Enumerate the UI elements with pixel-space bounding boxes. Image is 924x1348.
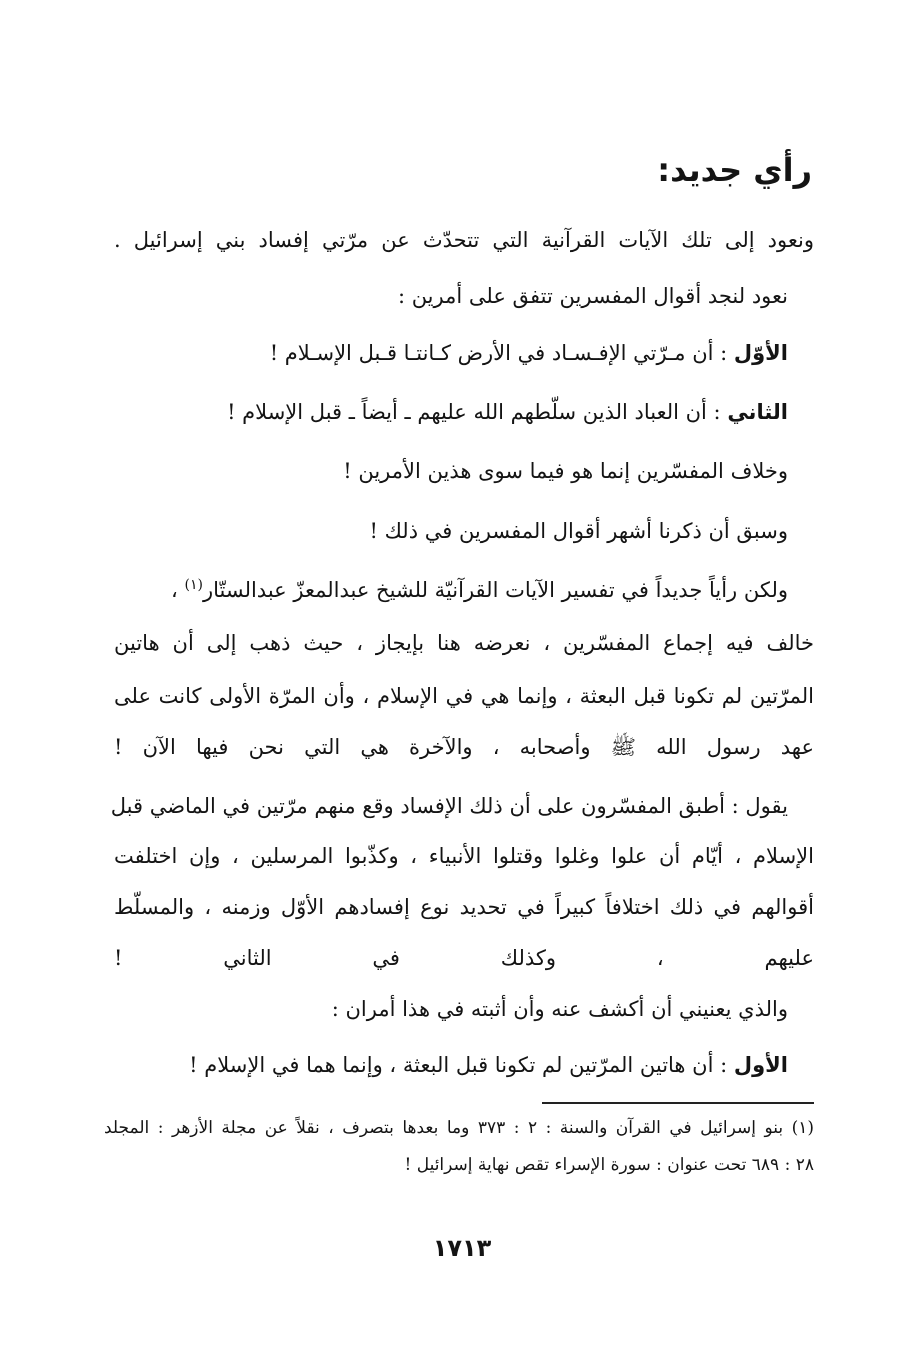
- paragraph-line-11: يقول : أطبق المفسّرون على أن ذلك الإفساد وقع منهم مرّتين في الماضي قبل: [110, 794, 788, 818]
- point-second-line: [128, 392, 788, 432]
- paragraph-line-2: نعود لنجد أقوال المفسرين تتفق على أمرين :: [397, 284, 788, 308]
- paragraph-line-12: الإسلام ، أيّام أن علوا وغلوا وقتلوا الأنبياء ، وكذّبوا المرسلين ، وإن اختلفت: [114, 844, 814, 868]
- footnote-line-1: (١) بنو إسرائيل في القرآن والسنة : ٢ : ٣٧٣ وما بعدها بتصرف ، نقلاً عن مجلة الأزهر : المجلد: [104, 1118, 814, 1138]
- paragraph-line-5: وخلاف المفسّرين إنما هو فيما سوى هذين الأمرين !: [343, 459, 788, 483]
- paragraph-line-1: ونعود إلى تلك الآيات القرآنية التي تتحدّث عن مرّتي إفساد بني إسرائيل .: [114, 228, 814, 252]
- paragraph-line-9: المرّتين لم تكونا قبل البعثة ، وإنما هي في الإسلام ، وأن المرّة الأولى كانت على: [114, 684, 814, 708]
- point-second-text: : أن العباد الذين سلّطهم الله عليهم ـ أيضاً ـ قبل الإسلام !: [227, 400, 728, 424]
- point-first-line: [128, 333, 788, 373]
- section-heading: رأي جديد:: [657, 151, 812, 189]
- point-first-final-line: [128, 1045, 788, 1085]
- point-first-text: : أن مـرّتي الإفـسـاد في الأرض كـانتـا قـبل الإسـلام !: [269, 341, 734, 365]
- paragraph-line-8: خالف فيه إجماع المفسّرين ، نعرضه هنا بإيجاز ، حيث ذهب إلى أن هاتين: [114, 631, 814, 655]
- paragraph-line-7-text: ولكن رأياً جديداً في تفسير الآيات القرآنيّة للشيخ عبدالمعزّ عبدالستّار: [202, 578, 788, 602]
- point-second-label: الثاني: [727, 400, 788, 424]
- point-first-final-text: : أن هاتين المرّتين لم تكونا قبل البعثة ، وإنما هما في الإسلام !: [189, 1053, 734, 1077]
- point-first-final-label: الأول: [733, 1053, 788, 1077]
- paragraph-line-7-tail: ،: [171, 578, 185, 602]
- footnote-divider: [542, 1102, 814, 1104]
- paragraph-line-15: والذي يعنيني أن أكشف عنه وأن أثبته في هذا أمران :: [331, 997, 788, 1021]
- paragraph-line-7: [128, 570, 788, 610]
- page-number: ١٧١٣: [432, 1234, 492, 1262]
- paragraph-line-6: وسبق أن ذكرنا أشهر أقوال المفسرين في ذلك !: [369, 519, 788, 543]
- paragraph-line-13: أقوالهم في ذلك اختلافاً كبيراً في تحديد نوع إفسادهم الأوّل وزمنه ، والمسلّط: [114, 895, 814, 919]
- paragraph-line-10: عهد رسول الله ﷺ وأصحابه ، والآخرة هي التي نحن فيها الآن !: [114, 735, 814, 759]
- footnote-ref: (١): [184, 577, 203, 593]
- paragraph-line-14: عليهم ، وكذلك في الثاني !: [114, 946, 814, 970]
- footnote-line-2: ٢٨ : ٦٨٩ تحت عنوان : سورة الإسراء تقص نهاية إسرائيل !: [404, 1155, 814, 1175]
- point-first-label: الأوّل: [733, 341, 788, 365]
